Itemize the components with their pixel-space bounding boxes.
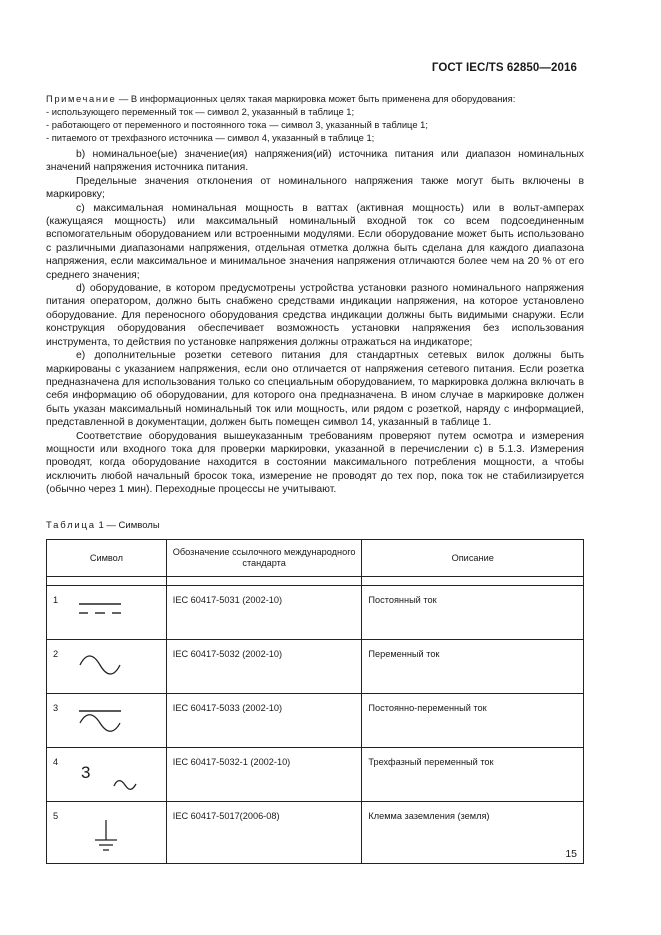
table-header-row — [47, 540, 584, 577]
document-header: ГОСТ IEC/TS 62850—2016 — [431, 62, 577, 74]
dc-current-icon — [77, 600, 125, 618]
symbol-cell — [47, 802, 167, 864]
body-text — [46, 148, 584, 497]
note-label: Примечание — [46, 93, 117, 104]
paragraph: c) максимальная номинальная мощность в ваттах (активная мощность) или в вольт-амперах (кажущаяся мощность) или максимальный номинальный входной ток со всем подсоединенным вспомогательным оборудованием или встроенными модулями. Если оборудование может быть использовано с различными диапазонами напряжения, отдельная отметка должна быть сделана для каждого диапазона напряжения, если максимальное и минимальное значения напряжения отличаются более чем на 20 % от его среднего значения; — [46, 202, 584, 281]
symbol-cell — [47, 586, 167, 640]
table-caption-title: 1 — Символы — [95, 520, 160, 531]
symbols-table — [46, 539, 584, 864]
symbol-cell — [47, 748, 167, 802]
table-row — [47, 748, 584, 802]
note-intro-text: — В информационных целях такая маркировка может быть применена для оборудования: — [116, 93, 516, 104]
table-row — [47, 586, 584, 640]
description-cell: Постоянно-переменный ток — [362, 694, 584, 748]
note-intro — [46, 92, 586, 105]
standard-cell: IEC 60417-5033 (2002-10) — [166, 694, 362, 748]
table-spacer-row — [47, 577, 584, 586]
ac-current-icon — [77, 654, 125, 676]
standard-cell: IEC 60417-5032 (2002-10) — [166, 640, 362, 694]
note-block — [46, 92, 586, 144]
phase-count: 3 — [81, 763, 91, 782]
paragraph: Соответствие оборудования вышеуказанным требованиям проверяют путем осмотра и измерения мощности или входного тока для проверки маркировки, указанной в перечислении с) в 5.1.3. Измерения проводят, когда оборудование находится в состоянии максимального потребления мощности, а чтобы исключить любой начальный бросок тока, измерение не проводят до тех пор, пока ток не стабилизируется (обычно через 1 мин). Переходные процессы не учитывают. — [46, 430, 584, 496]
table-caption — [46, 520, 160, 531]
row-number: 4 — [53, 757, 59, 767]
column-header-description: Описание — [362, 540, 584, 577]
table-row — [47, 694, 584, 748]
symbol-cell — [47, 640, 167, 694]
standard-cell: IEC 60417-5031 (2002-10) — [166, 586, 362, 640]
standard-cell: IEC 60417-5032-1 (2002-10) — [166, 748, 362, 802]
paragraph: Предельные значения отклонения от номинального напряжения также могут быть включены в маркировку; — [46, 175, 584, 201]
table-row — [47, 640, 584, 694]
standard-cell: IEC 60417-5017(2006-08) — [166, 802, 362, 864]
page-number: 15 — [565, 848, 577, 860]
table-caption-label: Таблица — [46, 520, 96, 531]
row-number: 2 — [53, 649, 59, 659]
ac-dc-current-icon — [77, 708, 125, 732]
note-item: - использующего переменный ток — символ 2, указанный в таблице 1; — [46, 106, 355, 117]
ac-wave-icon — [112, 778, 138, 792]
description-cell: Переменный ток — [362, 640, 584, 694]
earth-ground-icon — [91, 818, 121, 854]
paragraph: d) оборудование, в котором предусмотрены устройства установки разного номинального напряжения питания оператором, должно быть снабжено средствами индикации напряжения, на которое установлено оборудование. Для переносного оборудования средства индикации должны быть видимыми снаружи. Если конструкция оборудования обеспечивает возможность установки напряжения без использования инструмента, то действия по установке напряжения должны отражаться на индикаторе; — [46, 283, 584, 348]
description-cell: Постоянный ток — [362, 586, 584, 640]
description-cell: Клемма заземления (земля) — [362, 802, 584, 864]
note-item: - работающего от переменного и постоянного тока — символ 3, указанный в таблице 1; — [46, 119, 428, 130]
symbol-cell — [47, 694, 167, 748]
row-number: 1 — [53, 595, 59, 605]
row-number: 5 — [53, 811, 59, 821]
paragraph: b) номинальное(ые) значение(ия) напряжения(ий) источника питания или диапазон номинальных значений напряжения источника питания. — [46, 149, 584, 174]
column-header-symbol: Символ — [47, 540, 167, 577]
row-number: 3 — [53, 703, 59, 713]
column-header-standard: Обозначение ссылочного международного стандарта — [166, 540, 362, 577]
description-cell: Трехфазный переменный ток — [362, 748, 584, 802]
paragraph: e) дополнительные розетки сетевого питания для стандартных сетевых вилок должны быть маркированы с указанием напряжения, если оно отличается от напряжения сетевого питания. Если розетка предназначена для использования только со специальным оборудованием, то маркировка должна включать в себя информацию об оборудовании, для которого она предназначена. В ином случае в маркировке должен быть указан максимальный номинальный ток или мощность, или рядом с розеткой, наряду с информацией, представленной в документации, должен быть помещен символ 14, указанный в таблице 1. — [46, 350, 584, 429]
table-row — [47, 802, 584, 864]
note-item: - питаемого от трехфазного источника — символ 4, указанный в таблице 1; — [46, 132, 375, 143]
three-phase-ac-icon — [81, 764, 90, 782]
